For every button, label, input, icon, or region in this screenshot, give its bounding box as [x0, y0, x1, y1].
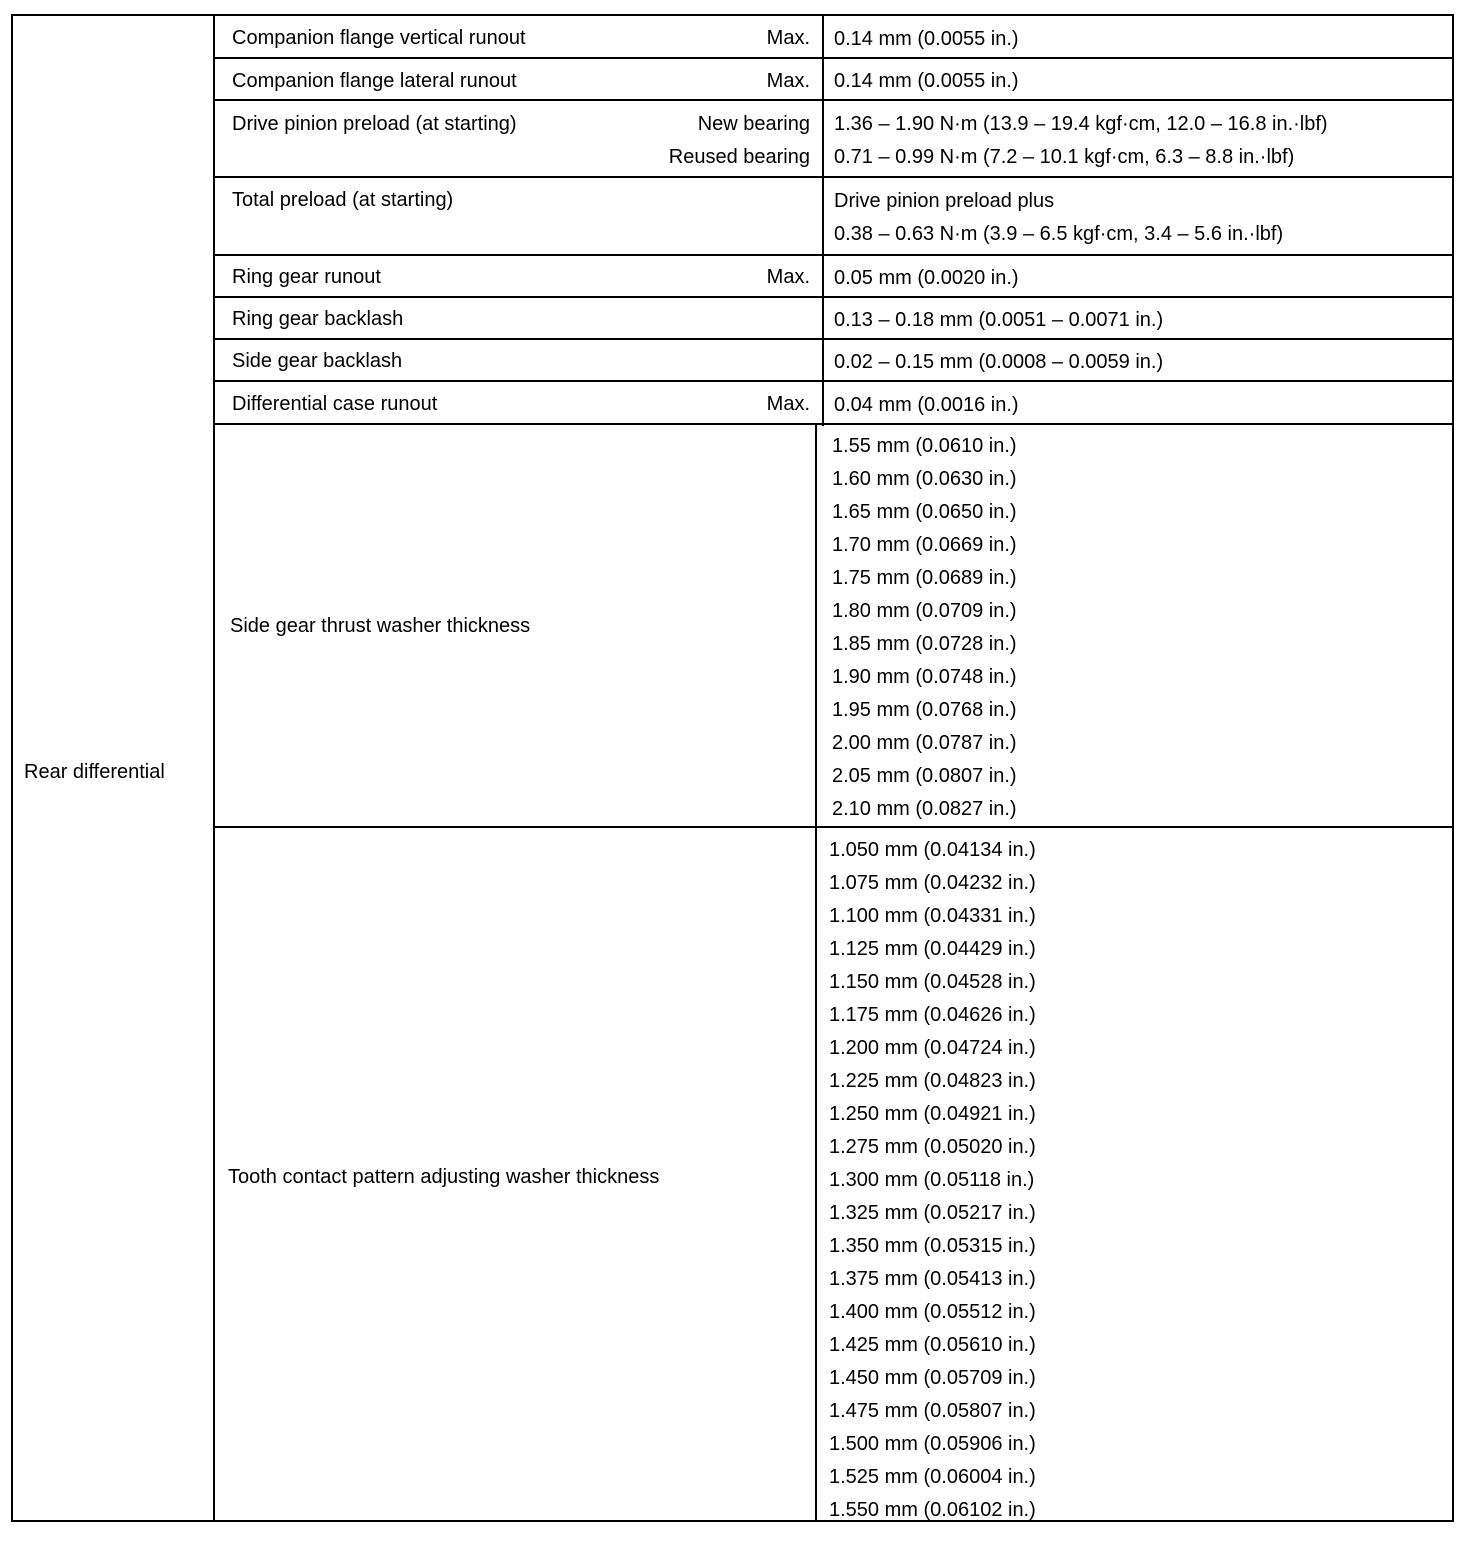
value-list-item: 1.90 mm (0.0748 in.) [832, 666, 1017, 688]
row-divider [213, 423, 1454, 425]
value-list-item: 1.275 mm (0.05020 in.) [829, 1136, 1036, 1158]
item-label: Tooth contact pattern adjusting washer thickness [228, 1166, 660, 1188]
value-list-item: 1.65 mm (0.0650 in.) [832, 501, 1017, 523]
value-list-item: 1.500 mm (0.05906 in.) [829, 1433, 1036, 1455]
item-qualifier: Max. [766, 70, 810, 92]
value-list-item: 1.70 mm (0.0669 in.) [832, 534, 1017, 556]
item-value: 0.04 mm (0.0016 in.) [834, 394, 1019, 416]
item-label: Companion flange vertical runout [232, 27, 526, 49]
row-divider [213, 57, 1454, 59]
value-list-item: 1.80 mm (0.0709 in.) [832, 600, 1017, 622]
item-value: 0.71 – 0.99 N·m (7.2 – 10.1 kgf·cm, 6.3 – 8.8 in.·lbf) [834, 146, 1295, 168]
row-divider [213, 380, 1454, 382]
value-list-item: 1.125 mm (0.04429 in.) [829, 938, 1036, 960]
value-list-item: 1.55 mm (0.0610 in.) [832, 435, 1017, 457]
item-value: 0.38 – 0.63 N·m (3.9 – 6.5 kgf·cm, 3.4 – 5.6 in.·lbf) [834, 223, 1284, 245]
item-value: 1.36 – 1.90 N·m (13.9 – 19.4 kgf·cm, 12.0 – 16.8 in.·lbf) [834, 113, 1328, 135]
value-list-item: 2.00 mm (0.0787 in.) [832, 732, 1017, 754]
value-list-item: 1.325 mm (0.05217 in.) [829, 1202, 1036, 1224]
row-divider [213, 176, 1454, 178]
item-label: Side gear thrust washer thickness [230, 615, 531, 637]
item-qualifier: Max. [766, 393, 810, 415]
row-divider [213, 826, 1454, 828]
value-list-item: 1.60 mm (0.0630 in.) [832, 468, 1017, 490]
item-label: Differential case runout [232, 393, 438, 415]
value-list-item: 1.050 mm (0.04134 in.) [829, 839, 1036, 861]
item-qualifier: Max. [766, 266, 810, 288]
item-label: Ring gear backlash [232, 308, 404, 330]
item-label: Companion flange lateral runout [232, 70, 517, 92]
column-divider-value-upper [822, 14, 824, 426]
value-list-item: 1.85 mm (0.0728 in.) [832, 633, 1017, 655]
value-list-item: 1.425 mm (0.05610 in.) [829, 1334, 1036, 1356]
value-list-item: 1.150 mm (0.04528 in.) [829, 971, 1036, 993]
item-value: 0.14 mm (0.0055 in.) [834, 28, 1019, 50]
tooth-contact-washer-values [829, 834, 1036, 1527]
row-divider [213, 99, 1454, 101]
section-label: Rear differential [24, 761, 165, 783]
side-gear-washer-values [832, 430, 1017, 826]
value-list-item: 1.100 mm (0.04331 in.) [829, 905, 1036, 927]
row-divider [213, 296, 1454, 298]
value-list-item: 1.350 mm (0.05315 in.) [829, 1235, 1036, 1257]
item-value: 0.13 – 0.18 mm (0.0051 – 0.0071 in.) [834, 309, 1164, 331]
item-label: Ring gear runout [232, 266, 381, 288]
item-qualifier: Max. [766, 27, 810, 49]
value-list-item: 1.250 mm (0.04921 in.) [829, 1103, 1036, 1125]
value-list-item: 2.10 mm (0.0827 in.) [832, 798, 1017, 820]
value-list-item: 1.075 mm (0.04232 in.) [829, 872, 1036, 894]
value-list-item: 1.75 mm (0.0689 in.) [832, 567, 1017, 589]
item-qualifier: New bearing [697, 113, 810, 135]
value-list-item: 1.200 mm (0.04724 in.) [829, 1037, 1036, 1059]
value-list-item: 1.400 mm (0.05512 in.) [829, 1301, 1036, 1323]
item-qualifier: Reused bearing [668, 146, 810, 168]
value-list-item: 2.05 mm (0.0807 in.) [832, 765, 1017, 787]
column-divider-value-lower [815, 424, 817, 1522]
value-list-item: 1.375 mm (0.05413 in.) [829, 1268, 1036, 1290]
value-list-item: 1.300 mm (0.05118 in.) [829, 1169, 1035, 1191]
item-value: 0.02 – 0.15 mm (0.0008 – 0.0059 in.) [834, 351, 1164, 373]
value-list-item: 1.175 mm (0.04626 in.) [829, 1004, 1036, 1026]
row-divider [213, 254, 1454, 256]
value-list-item: 1.450 mm (0.05709 in.) [829, 1367, 1036, 1389]
item-value: 0.14 mm (0.0055 in.) [834, 70, 1019, 92]
value-list-item: 1.225 mm (0.04823 in.) [829, 1070, 1036, 1092]
value-list-item: 1.550 mm (0.06102 in.) [829, 1499, 1036, 1521]
value-list-item: 1.95 mm (0.0768 in.) [832, 699, 1017, 721]
row-divider [213, 338, 1454, 340]
item-value: 0.05 mm (0.0020 in.) [834, 267, 1019, 289]
item-label: Drive pinion preload (at starting) [232, 113, 517, 135]
column-divider-section [213, 14, 215, 1522]
item-label: Total preload (at starting) [232, 189, 454, 211]
item-value: Drive pinion preload plus [834, 190, 1055, 212]
value-list-item: 1.475 mm (0.05807 in.) [829, 1400, 1036, 1422]
item-label: Side gear backlash [232, 350, 403, 372]
value-list-item: 1.525 mm (0.06004 in.) [829, 1466, 1036, 1488]
